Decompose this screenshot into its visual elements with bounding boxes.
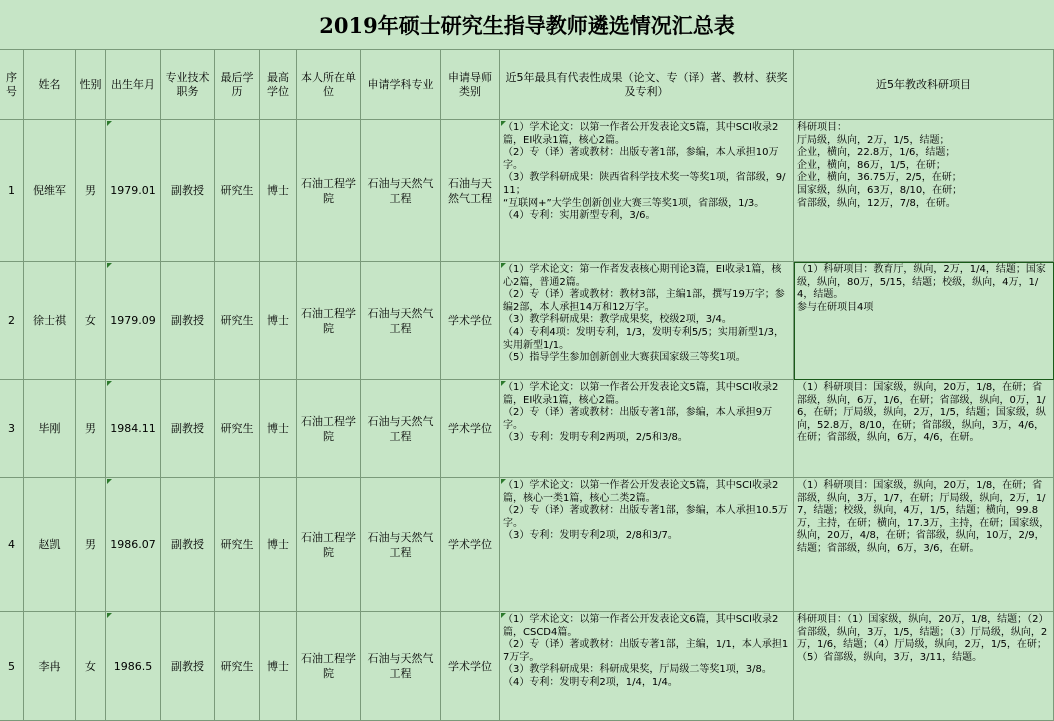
cell-type[interactable]: 学术学位 (441, 262, 500, 380)
header-major[interactable]: 申请学科专业 (361, 50, 441, 120)
cell-name[interactable]: 徐士祺 (24, 262, 76, 380)
header-degree[interactable]: 最高学位 (260, 50, 297, 120)
cell-idx[interactable]: 2 (0, 262, 24, 380)
cell-proj[interactable]: （1）科研项目：国家级，纵向，20万，1/8，在研；省部级，纵向，3万，1/7，在研；厅局级，纵向，2万，1/7，结题；校级，纵向，4万，1/5，结题；横向，99.8万，主持，在研；横向，17.3万，主持，在研；国家级，纵向，20万，4/8，在研；省部级，纵向，10万，2/9，结题；省部级，纵向，6万，3/6，在研。 (794, 478, 1054, 612)
cell-idx[interactable]: 1 (0, 120, 24, 262)
cell-degree[interactable]: 博士 (260, 120, 297, 262)
cell-type[interactable]: 学术学位 (441, 612, 500, 721)
cell-degree[interactable]: 博士 (260, 478, 297, 612)
cell-major[interactable]: 石油与天然气工程 (361, 262, 441, 380)
cell-rank[interactable]: 副教授 (161, 262, 215, 380)
header-idx[interactable]: 序号 (0, 50, 24, 120)
cell-gender[interactable]: 男 (76, 380, 106, 478)
cell-degree[interactable]: 博士 (260, 612, 297, 721)
cell-unit[interactable]: 石油工程学院 (297, 380, 361, 478)
cell-proj[interactable]: 科研项目：（1）国家级，纵向，20万，1/8，结题；（2）省部级，纵向，3万，1/5，结题；（3）厅局级，纵向，2万，1/6，结题；（4）厅局级，纵向，2万，1/5，在研；（5）省部级，纵向，3万，3/11，结题。 (794, 612, 1054, 721)
cell-name[interactable]: 李冉 (24, 612, 76, 721)
cell-rank[interactable]: 副教授 (161, 478, 215, 612)
cell-achv[interactable]: （1）学术论文：第一作者发表核心期刊论3篇，EI收录1篇，核心2篇，普通2篇。 （2）专（译）著或教材：教材3部，主编1部，撰写19万字；参编2部，本人承担14万和12万字。 （3）教学科研成果：教学成果奖，校级2项，3/4。 （4）专利4项：发明专利，1/3，发明专利5/5；实用新型1/3，实用新型1/1。 （5）指导学生参加创新创业大赛获国家级三等奖1项。 (500, 262, 794, 380)
cell-name[interactable]: 赵凯 (24, 478, 76, 612)
header-gender[interactable]: 性别 (76, 50, 106, 120)
cell-edu[interactable]: 研究生 (215, 262, 260, 380)
cell-edu[interactable]: 研究生 (215, 380, 260, 478)
header-type[interactable]: 申请导师类别 (441, 50, 500, 120)
cell-major[interactable]: 石油与天然气工程 (361, 120, 441, 262)
cell-idx[interactable]: 4 (0, 478, 24, 612)
cell-birth[interactable]: 1979.09 (106, 262, 161, 380)
cell-edu[interactable]: 研究生 (215, 120, 260, 262)
cell-idx[interactable]: 3 (0, 380, 24, 478)
header-achv[interactable]: 近5年最具有代表性成果（论文、专（译）著、教材、获奖及专利） (500, 50, 794, 120)
header-birth[interactable]: 出生年月 (106, 50, 161, 120)
cell-edu[interactable]: 研究生 (215, 612, 260, 721)
cell-birth[interactable]: 1979.01 (106, 120, 161, 262)
cell-edu[interactable]: 研究生 (215, 478, 260, 612)
cell-gender[interactable]: 男 (76, 478, 106, 612)
header-unit[interactable]: 本人所在单位 (297, 50, 361, 120)
cell-achv[interactable]: （1）学术论文：以第一作者公开发表论文5篇，其中SCI收录2篇，核心一类1篇，核心二类2篇。 （2）专（译）著或教材：出版专著1部，参编，本人承担10.5万字。 （3）专利：发明专利2项，2/8和3/7。 (500, 478, 794, 612)
cell-achv[interactable]: （1）学术论文：以第一作者公开发表论文6篇，其中SCI收录2篇，CSCD4篇。 （2）专（译）著或教材：出版专著1部，主编，1/1，本人承担17万字。 （3）教学科研成果：科研成果奖，厅局级二等奖1项，3/8。 （4）专利：发明专利2项，1/4，1/4。 (500, 612, 794, 721)
cell-achv[interactable]: （1）学术论文：以第一作者公开发表论文5篇，其中SCI收录2篇，EI收录1篇，核心2篇。 （2）专（译）著或教材：出版专著1部，参编，本人承担9万字。 （3）专利：发明专利2两项，2/5和3/8。 (500, 380, 794, 478)
cell-rank[interactable]: 副教授 (161, 380, 215, 478)
cell-type[interactable]: 石油与天然气工程 (441, 120, 500, 262)
cell-gender[interactable]: 男 (76, 120, 106, 262)
cell-achv[interactable]: （1）学术论文：以第一作者公开发表论文5篇，其中SCI收录2篇，EI收录1篇，核心2篇。 （2）专（译）著或教材：出版专著1部，参编，本人承担10万字。 （3）教学科研成果：陕西省科学技术奖一等奖1项，省部级，9/11； “互联网+”大学生创新创业大赛三等奖1项，省部级，1/3。 （4）专利：实用新型专利，3/6。 (500, 120, 794, 262)
table-title: 2019年硕士研究生指导教师遴选情况汇总表 (0, 0, 1054, 50)
cell-birth[interactable]: 1986.07 (106, 478, 161, 612)
cell-rank[interactable]: 副教授 (161, 612, 215, 721)
cell-gender[interactable]: 女 (76, 612, 106, 721)
cell-proj[interactable]: （1）科研项目：教育厅，纵向，2万，1/4，结题；国家级，纵向，80万，5/15，结题；校级，纵向，4万，1/4，结题。 参与在研项目4项 (794, 262, 1054, 380)
cell-gender[interactable]: 女 (76, 262, 106, 380)
header-edu[interactable]: 最后学历 (215, 50, 260, 120)
header-proj[interactable]: 近5年教改科研项目 (794, 50, 1054, 120)
cell-major[interactable]: 石油与天然气工程 (361, 612, 441, 721)
header-rank[interactable]: 专业技术职务 (161, 50, 215, 120)
cell-rank[interactable]: 副教授 (161, 120, 215, 262)
header-name[interactable]: 姓名 (24, 50, 76, 120)
cell-proj[interactable]: （1）科研项目：国家级，纵向，20万，1/8，在研；省部级，纵向，6万，1/6，在研；省部级，纵向，0万，1/6，在研；厅局级，纵向，2万，1/5，结题；国家级，纵向，52.8万，8/10，在研；省部级，纵向，3万，4/6，在研；省部级，纵向，6万，4/6，在研。 (794, 380, 1054, 478)
cell-name[interactable]: 毕刚 (24, 380, 76, 478)
cell-degree[interactable]: 博士 (260, 262, 297, 380)
cell-birth[interactable]: 1984.11 (106, 380, 161, 478)
cell-idx[interactable]: 5 (0, 612, 24, 721)
cell-unit[interactable]: 石油工程学院 (297, 262, 361, 380)
cell-major[interactable]: 石油与天然气工程 (361, 380, 441, 478)
cell-unit[interactable]: 石油工程学院 (297, 120, 361, 262)
cell-unit[interactable]: 石油工程学院 (297, 478, 361, 612)
cell-type[interactable]: 学术学位 (441, 380, 500, 478)
cell-name[interactable]: 倪维军 (24, 120, 76, 262)
cell-birth[interactable]: 1986.5 (106, 612, 161, 721)
cell-degree[interactable]: 博士 (260, 380, 297, 478)
cell-proj[interactable]: 科研项目： 厅局级，纵向，2万，1/5，结题； 企业，横向，22.8万，1/6，结题； 企业，横向，86万，1/5，在研； 企业，横向，36.75万，2/5，在研； 国家级，纵向，63万，8/10，在研； 省部级，纵向，12万，7/8，在研。 (794, 120, 1054, 262)
cell-type[interactable]: 学术学位 (441, 478, 500, 612)
cell-unit[interactable]: 石油工程学院 (297, 612, 361, 721)
cell-major[interactable]: 石油与天然气工程 (361, 478, 441, 612)
